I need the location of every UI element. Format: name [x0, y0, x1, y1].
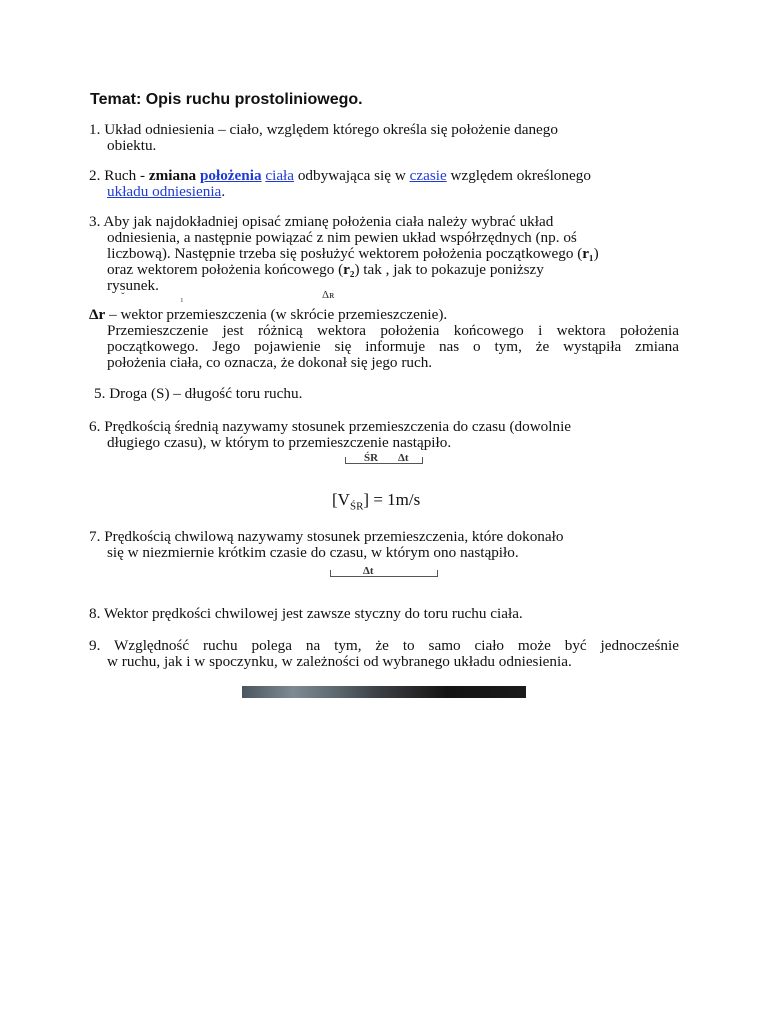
item-3-line-5: rysunek. [107, 277, 159, 294]
link-ukladu-odniesienia[interactable]: układu odniesienia [107, 183, 222, 200]
item-5-line: 5. Droga (S) – długość toru ruchu. [94, 385, 303, 402]
unit-open: [V [332, 490, 350, 509]
item-7 [89, 529, 679, 561]
item-2-line-1 [89, 168, 679, 184]
item-3-line-2: odniesienia, a następnie powiązać z nim pewien układ współrzędnych (np. oś [107, 229, 577, 246]
link-ciala[interactable]: ciała [265, 167, 295, 184]
item-6-line-2: długiego czasu), w którym to przemieszczenie nastąpiło. [107, 434, 452, 451]
item-6 [89, 419, 679, 451]
r2-symbol: r₂ [343, 261, 355, 278]
item-2 [89, 168, 679, 200]
item-2-prefix: 2. Ruch - [89, 167, 149, 184]
item-7-line-1: 7. Prędkością chwilową nazywamy stosunek przemieszczenia, które dokonało [89, 528, 564, 545]
item-9-line-1: 9. Względność ruchu polega na tym, że to samo ciało może być jednocześnie [89, 637, 679, 654]
item-2-bold-word: zmiana [148, 167, 197, 184]
figure-fragment-c: Δʀ [322, 289, 335, 301]
item-2-after: względem określonego [446, 167, 591, 184]
item-3-line-3b: ) [593, 245, 599, 262]
item-4-line-1-text: – wektor przemieszczenia (w skrócie przemieszczenie). [105, 306, 448, 323]
figure-fragment-b: ₁ [180, 291, 184, 303]
item-7-line-2: się w niezmiernie krótkim czasie do czasu, w którym ono nastąpiło. [107, 544, 519, 561]
unit-close: ] = 1m/s [363, 490, 421, 509]
unit-formula [332, 490, 420, 516]
item-3-line-4 [89, 262, 679, 278]
item-3 [89, 214, 679, 294]
r1-symbol: r₁ [582, 245, 594, 262]
item-2-mid: odbywająca się w [294, 167, 410, 184]
figure-fragment-a: ˇ [121, 291, 125, 303]
item-3-line-1: 3. Aby jak najdokładniej opisać zmianę położenia ciała należy wybrać układ [89, 213, 554, 230]
item-9-line-2: w ruchu, jak i w spoczynku, w zależności od wybranego układu odniesienia. [107, 653, 572, 670]
formula-fragment-instant-speed [330, 565, 438, 577]
formula-fragment-average-speed [345, 452, 423, 464]
item-4-line-2: Przemieszczenie jest różnicą wektora położenia końcowego i wektora położenia [107, 322, 679, 339]
item-8 [89, 606, 679, 622]
item-4-line-4: położenia ciała, co oznacza, że dokonał się jego ruch. [107, 354, 433, 371]
item-8-line: 8. Wektor prędkości chwilowej jest zawsze styczny do toru ruchu ciała. [89, 605, 523, 622]
page-title: Temat: Opis ruchu prostoliniowego. [90, 91, 363, 108]
item-5 [94, 386, 684, 402]
item-1 [89, 122, 679, 154]
item-6-line-1: 6. Prędkością średnią nazywamy stosunek przemieszczenia do czasu (dowolnie [89, 418, 572, 435]
item-3-line-4a: oraz wektorem położenia końcowego ( [107, 261, 344, 278]
formula-fragment-sr: ŚR [364, 452, 379, 464]
link-polozenia[interactable]: położenia [199, 167, 262, 184]
item-3-line-4b: ) tak , jak to pokazuje poniższy [354, 261, 544, 278]
item-9 [89, 638, 679, 670]
item-4-line-3: początkowego. Jego pojawienie się informuje nas o tym, że wystąpiła zmiana [107, 338, 679, 355]
formula-fragment-dt: Δt [398, 452, 409, 464]
formula-fragment-dt-2: Δt [363, 565, 374, 577]
item-4-line-1 [89, 307, 679, 323]
item-2-line-2 [89, 184, 679, 200]
item-2-end: . [221, 183, 226, 200]
link-czasie[interactable]: czasie [409, 167, 447, 184]
item-1-line-2: obiektu. [107, 137, 157, 154]
item-1-line-1: 1. Układ odniesienia – ciało, względem którego określa się położenie danego [89, 121, 558, 138]
cropped-photo [242, 686, 526, 698]
item-3-line-3 [89, 246, 679, 262]
item-4 [89, 307, 679, 371]
delta-r-symbol: Δr [89, 306, 106, 323]
unit-sub: ŚR [349, 500, 364, 513]
item-3-line-3a: liczbową). Następnie trzeba się posłużyć wektorem położenia początkowego ( [107, 245, 583, 262]
